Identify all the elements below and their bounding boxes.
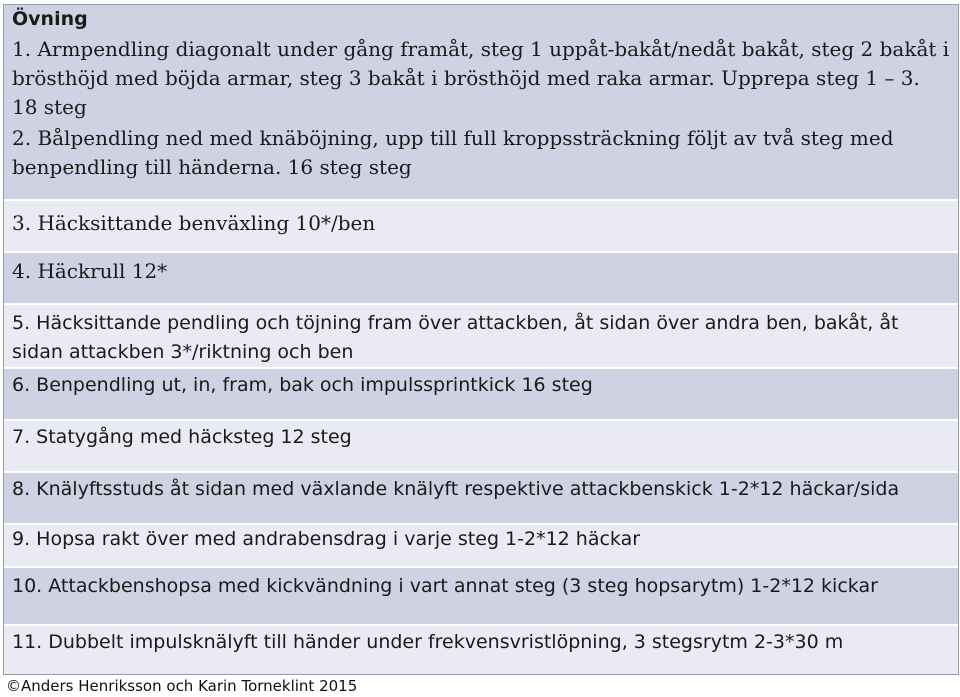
exercise-5-text: 5. Häcksittande pendling och töjning fram över attackben, åt sidan över andra ben, bakåt, åt sidan attackben 3*/riktning och ben xyxy=(12,312,899,363)
exercise-6-text: 6. Benpendling ut, in, fram, bak och impulssprintkick 16 steg xyxy=(12,374,593,396)
exercise-9-text: 9. Hopsa rakt över med andrabensdrag i varje steg 1-2*12 häckar xyxy=(12,528,641,550)
table-row xyxy=(4,305,958,369)
table-row xyxy=(4,568,958,626)
table-row xyxy=(4,369,958,421)
exercise-2-text: 2. Bålpendling ned med knäböjning, upp till full kroppssträckning följt av två steg med benpendling till händerna. 16 steg steg xyxy=(12,126,894,179)
exercise-3-text: 3. Häcksittande benväxling 10*/ben xyxy=(12,211,376,235)
exercise-8-text: 8. Knälyftsstuds åt sidan med växlande knälyft respektive attackbenskick 1-2*12 häckar/sida xyxy=(12,478,900,500)
exercise-4-text: 4. Häckrull 12* xyxy=(12,259,168,283)
exercise-7-text: 7. Statygång med häcksteg 12 steg xyxy=(12,426,352,448)
table-row xyxy=(4,421,958,473)
exercise-1-text: 1. Armpendling diagonalt under gång framåt, steg 1 uppåt-bakåt/nedåt bakåt, steg 2 bakåt i brösthöjd med böjda armar, steg 3 bakåt i brösthöjd med raka armar. Upprepa steg 1 – 3. 18 steg xyxy=(12,37,950,119)
table-row xyxy=(4,473,958,525)
table-row xyxy=(4,201,958,253)
table-title: Övning xyxy=(12,8,88,30)
exercise-table xyxy=(3,4,959,675)
exercise-10-text: 10. Attackbenshopsa med kickvändning i vart annat steg (3 steg hopsarytm) 1-2*12 kickar xyxy=(12,575,878,597)
exercise-11-text: 11. Dubbelt impulsknälyft till händer under frekvensvristlöpning, 3 stegsrytm 2-3*30 m xyxy=(12,631,844,653)
table-row xyxy=(4,253,958,305)
table-row xyxy=(4,525,958,568)
table-row xyxy=(4,626,958,674)
table-row xyxy=(4,5,958,201)
copyright-footer: ©Anders Henriksson och Karin Torneklint 2015 xyxy=(6,677,358,695)
